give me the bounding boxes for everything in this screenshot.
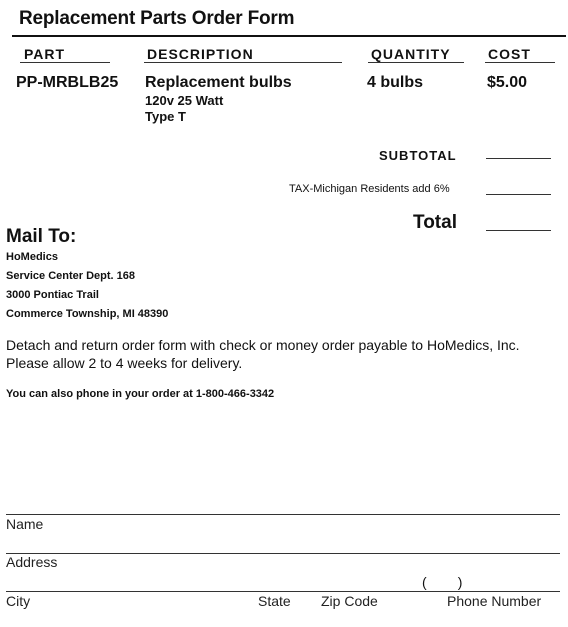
item-quantity: 4 bulbs xyxy=(367,74,424,91)
column-header-cost: COST xyxy=(488,46,531,62)
item-part-number: PP-MRBLB25 xyxy=(16,74,119,91)
mail-department: Service Center Dept. 168 xyxy=(6,270,136,282)
mail-company: HoMedics xyxy=(6,251,58,263)
column-underline-quantity xyxy=(368,62,464,63)
instructions-detach: Detach and return order form with check or money order payable to HoMedics, Inc. xyxy=(6,337,520,353)
mail-to-heading: Mail To: xyxy=(6,226,77,247)
phone-area-code-parens: ( ) xyxy=(422,574,463,590)
item-description: Replacement bulbs xyxy=(145,74,292,91)
column-header-quantity: QUANTITY xyxy=(371,46,451,62)
total-blank[interactable] xyxy=(486,230,551,231)
tax-blank[interactable] xyxy=(486,194,551,195)
address-line[interactable] xyxy=(6,553,560,554)
column-underline-part xyxy=(20,62,110,63)
city-line[interactable] xyxy=(6,591,560,592)
item-cost: $5.00 xyxy=(487,74,528,91)
mail-city-state-zip: Commerce Township, MI 48390 xyxy=(6,308,169,320)
state-label: State xyxy=(258,593,291,609)
item-spec-voltage: 120v 25 Watt xyxy=(145,93,224,108)
instructions-phone: You can also phone in your order at 1-800-466-3342 xyxy=(6,388,275,400)
zip-label: Zip Code xyxy=(321,593,378,609)
column-header-description: DESCRIPTION xyxy=(147,46,254,62)
city-label: City xyxy=(6,593,31,609)
title-divider xyxy=(12,35,566,37)
subtotal-label: SUBTOTAL xyxy=(379,148,457,163)
item-spec-type: Type T xyxy=(145,109,186,124)
name-label: Name xyxy=(6,516,44,532)
phone-label: Phone Number xyxy=(447,593,542,609)
tax-label: TAX-Michigan Residents add 6% xyxy=(289,183,450,195)
name-line[interactable] xyxy=(6,514,560,515)
column-underline-description xyxy=(144,62,342,63)
total-label: Total xyxy=(413,212,457,233)
subtotal-blank[interactable] xyxy=(486,158,551,159)
form-title: Replacement Parts Order Form xyxy=(19,8,295,29)
instructions-delivery: Please allow 2 to 4 weeks for delivery. xyxy=(6,355,243,371)
mail-street: 3000 Pontiac Trail xyxy=(6,289,99,301)
column-underline-cost xyxy=(485,62,555,63)
column-header-part: PART xyxy=(24,46,66,62)
address-label: Address xyxy=(6,554,58,570)
